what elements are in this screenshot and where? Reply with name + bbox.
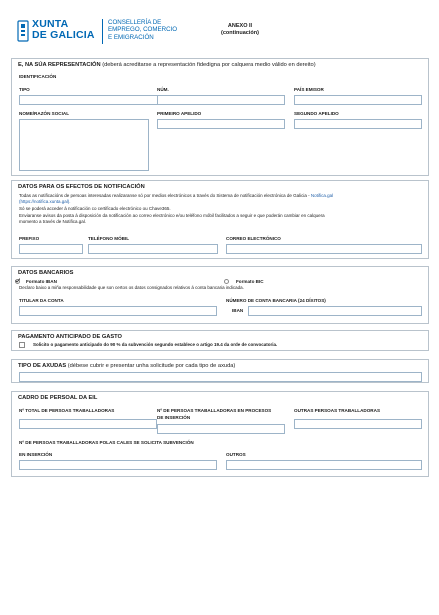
mobile-phone-label: TELÉFONO MÓBIL [88,236,130,241]
bic-format-radio[interactable] [224,279,229,284]
advance-payment-text: Solicito o pagamento anticipado do 90 % da subvención segundo establece o artigo 19.4 da orde de convocatoria. [33,342,278,347]
iban-format-label: Formato IBAN [26,279,57,284]
staff-title: CADRO DE PERSOAL DA EIL [18,395,98,401]
annex-title: ANEXO II [227,23,253,29]
aid-type-section [11,359,429,383]
id-number-field[interactable] [157,95,285,105]
first-surname-label: PRIMEIRO APELIDO [157,111,202,116]
bank-title: DATOS BANCARIOS [18,270,74,276]
second-surname-field[interactable] [294,119,422,129]
first-surname-field[interactable] [157,119,285,129]
checkmark-icon [15,278,20,283]
issuing-country-field[interactable] [294,95,422,105]
subsidy-workers-label: Nº DE PERSOAS TRABALLADORAS POLAS CALES SE SOLICITA SUBVENCIÓN [19,440,194,445]
other-workers-field[interactable] [294,419,422,429]
email-label: CORREO ELECTRÓNICO [226,236,281,241]
mobile-phone-field[interactable] [88,244,218,254]
aid-type-note: (débese cubrir e presentar unha solicitude por cada tipo de axuda) [67,363,236,369]
iban-format-radio[interactable] [15,279,20,284]
representation-title: E, NA SÚA REPRESENTACIÓN [18,62,101,68]
department-line-1: CONSELLERÍA DE [108,19,162,26]
logo-line-2: DE GALICIA [32,29,95,41]
notification-line-4: Enviaranse avisos da posta á disposición da notificación ao correo electrónico e/ou teléfono móbil facilitados a seguir e que poderán cambiar en calquera [19,213,325,218]
bank-declaration: Declaro baixo a miña responsabilidade que son certos os datos consignados relativos á conta bancaria indicada. [19,285,244,290]
name-field[interactable] [19,119,149,171]
notification-url[interactable]: (https://notifica.xunta.gal). [19,199,71,204]
notification-section [11,180,429,259]
issuing-country-label: PAÍS EMISOR [294,87,324,92]
id-number-label: NÚM. [157,87,169,92]
representation-note: (deberá acreditarse a representación fidedigna por calquera medio válido en dereito) [102,62,316,68]
galicia-emblem-icon [17,20,29,42]
insertion-workers-label-2: DE INSERCIÓN [157,415,191,420]
insertion-workers-label: Nº DE PERSOAS TRABALLADORAS EN PROCESOS [157,408,272,413]
advance-payment-section [11,330,429,351]
phone-prefix-label: PREFIXO [19,236,40,241]
notification-line-1-text: Todas as notificacións de persoas interesadas realizaranse só por medios electrónicos a través do Sistema de notificación electrónica de Galicia - [19,193,310,198]
aid-type-field[interactable] [19,372,422,382]
advance-payment-checkbox[interactable] [19,342,25,348]
logo-line-1: XUNTA [32,18,69,30]
iban-prefix: IBAN [232,308,244,313]
email-field[interactable] [226,244,422,254]
total-workers-label: Nº TOTAL DE PERSOAS TRABALLADORAS [19,408,115,413]
account-number-label: NÚMERO DE CONTA BANCARIA (24 DÍXITOS) [226,298,326,303]
bank-section [11,266,429,324]
advance-payment-title: PAGAMENTO ANTICIPADO DE GASTO [18,334,122,340]
aid-type-heading [18,363,235,369]
bic-format-label: Formato BIC [236,279,264,284]
section-title [18,62,316,68]
annex-heading [217,23,263,37]
logo-divider [102,19,103,44]
annex-subtitle: (continuación) [221,30,259,36]
subsidy-others-field[interactable] [226,460,422,470]
xunta-logo [17,18,112,46]
account-number-field[interactable] [248,306,422,316]
aid-type-title: TIPO DE AXUDAS [18,363,67,369]
notification-line-3: Só se poderá acceder á notificación co certificado electrónico ou Chave365. [19,206,171,211]
representation-section [11,58,429,176]
department-line-2: EMPREGO, COMERCIO [108,26,178,34]
name-label: NOME/RAZÓN SOCIAL [19,111,70,116]
insertion-workers-field[interactable] [157,424,285,434]
staff-section [11,391,429,477]
total-workers-field[interactable] [19,419,157,429]
subsidy-others-label: OUTROS [226,452,246,457]
department-name [108,19,177,41]
other-workers-label: OUTRAS PERSOAS TRABALLADORAS [294,408,381,413]
account-holder-label: TITULAR DA CONTA [19,298,64,303]
notification-line-5: momento a través de Notifica.gal. [19,219,87,224]
phone-prefix-field[interactable] [19,244,83,254]
department-line-3: E EMIGRACIÓN [108,33,154,41]
identification-label: IDENTIFICACIÓN [19,74,57,79]
account-holder-field[interactable] [19,306,217,316]
id-type-field[interactable] [19,95,159,105]
second-surname-label: SEGUNDO APELIDO [294,111,339,116]
notifica-link[interactable]: Notifica.gal [310,193,334,198]
subsidy-insertion-label: EN INSERCIÓN [19,452,53,457]
logo-wordmark [32,19,95,41]
subsidy-insertion-field[interactable] [19,460,217,470]
id-type-label: TIPO [19,87,30,92]
notification-title: DATOS PARA OS EFECTOS DE NOTIFICACIÓN [18,184,145,190]
page-header [17,18,422,48]
